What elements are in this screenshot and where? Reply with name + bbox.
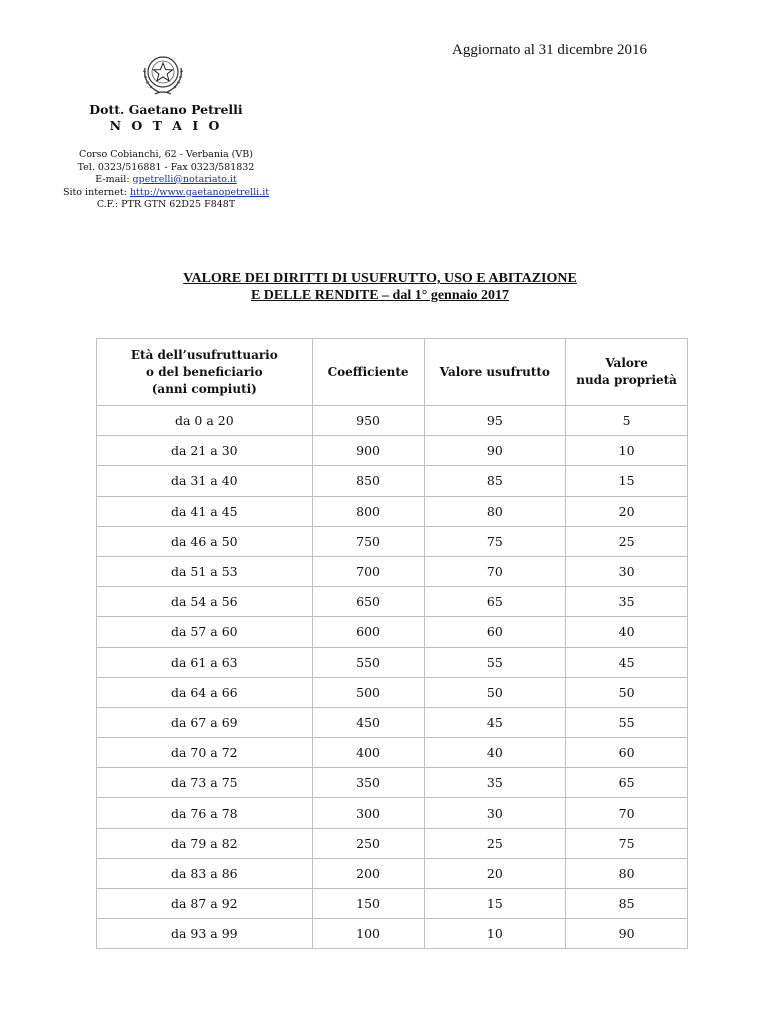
table-row — [97, 858, 688, 888]
bare-ownership-value-cell: 5 — [566, 406, 688, 436]
usufruct-value-cell: 10 — [424, 919, 566, 949]
phone: Tel. 0323/516881 - Fax 0323/581832 — [77, 161, 255, 173]
usufruct-value-cell: 50 — [424, 677, 566, 707]
usufruct-value-cell: 30 — [424, 798, 566, 828]
bare-ownership-value-cell: 65 — [566, 768, 688, 798]
coefficients-table — [96, 338, 688, 949]
table-row — [97, 617, 688, 647]
table-header-row — [97, 339, 688, 406]
age-range-cell: da 41 a 45 — [97, 496, 313, 526]
table-row — [97, 768, 688, 798]
bare-ownership-value-cell: 50 — [566, 677, 688, 707]
notary-block — [60, 102, 272, 134]
age-range-cell: da 79 a 82 — [97, 828, 313, 858]
coefficient-cell: 400 — [312, 738, 424, 768]
website-link[interactable]: http://www.gaetanopetrelli.it — [129, 186, 270, 198]
table-body — [97, 406, 688, 949]
age-range-cell: da 64 a 66 — [97, 677, 313, 707]
coefficient-cell: 150 — [312, 889, 424, 919]
age-range-cell: da 93 a 99 — [97, 919, 313, 949]
age-range-cell: da 76 a 78 — [97, 798, 313, 828]
age-range-cell: da 70 a 72 — [97, 738, 313, 768]
age-range-cell: da 83 a 86 — [97, 858, 313, 888]
usufruct-value-cell: 55 — [424, 647, 566, 677]
bare-ownership-value-cell: 90 — [566, 919, 688, 949]
bare-ownership-value-cell: 75 — [566, 828, 688, 858]
email-link[interactable]: gpetrelli@notariato.it — [132, 174, 237, 185]
coefficient-cell: 950 — [312, 406, 424, 436]
italian-republic-emblem-icon — [137, 50, 189, 98]
bare-ownership-value-cell: 35 — [566, 587, 688, 617]
usufruct-value-cell: 25 — [424, 828, 566, 858]
bare-ownership-value-cell: 80 — [566, 858, 688, 888]
usufruct-value-cell: 15 — [424, 889, 566, 919]
bare-ownership-value-cell: 15 — [566, 466, 688, 496]
coefficient-cell: 700 — [312, 556, 424, 586]
coefficient-cell: 900 — [312, 436, 424, 466]
contact-block — [40, 149, 292, 212]
coefficient-cell: 100 — [312, 919, 424, 949]
address: Corso Cobianchi, 62 - Verbania (VB) — [79, 149, 253, 160]
coefficient-cell: 850 — [312, 466, 424, 496]
coefficient-cell: 750 — [312, 526, 424, 556]
usufruct-value-cell: 65 — [424, 587, 566, 617]
coefficient-cell: 250 — [312, 828, 424, 858]
table-row — [97, 526, 688, 556]
usufruct-value-cell: 80 — [424, 496, 566, 526]
document-title — [100, 270, 660, 304]
notary-name: Dott. Gaetano Petrelli — [89, 102, 243, 117]
updated-date: Aggiornato al 31 dicembre 2016 — [452, 42, 647, 58]
bare-ownership-value-cell: 25 — [566, 526, 688, 556]
bare-ownership-value-cell: 20 — [566, 496, 688, 526]
age-range-cell: da 54 a 56 — [97, 587, 313, 617]
table-row — [97, 677, 688, 707]
table-row — [97, 406, 688, 436]
bare-ownership-value-cell: 85 — [566, 889, 688, 919]
table-row — [97, 889, 688, 919]
email-line — [40, 174, 292, 187]
tax-code: C.F.: PTR GTN 62D25 F848T — [96, 199, 236, 210]
bare-ownership-value-cell: 30 — [566, 556, 688, 586]
bare-ownership-value-cell: 40 — [566, 617, 688, 647]
notary-title: N O T A I O — [109, 118, 223, 133]
age-range-cell: da 31 a 40 — [97, 466, 313, 496]
bare-ownership-value-cell: 55 — [566, 707, 688, 737]
header-coefficient: Coefficiente — [312, 339, 424, 406]
table-row — [97, 647, 688, 677]
website-line — [40, 187, 292, 200]
coefficient-cell: 600 — [312, 617, 424, 647]
coefficient-cell: 200 — [312, 858, 424, 888]
document-title-line2: E DELLE RENDITE – dal 1° gennaio 2017 — [250, 288, 510, 303]
age-range-cell: da 0 a 20 — [97, 406, 313, 436]
table-row — [97, 496, 688, 526]
bare-ownership-value-cell: 45 — [566, 647, 688, 677]
coefficient-cell: 800 — [312, 496, 424, 526]
header-bare-ownership: Valore nuda proprietà — [566, 339, 688, 406]
age-range-cell: da 21 a 30 — [97, 436, 313, 466]
age-range-cell: da 67 a 69 — [97, 707, 313, 737]
table-row — [97, 587, 688, 617]
age-range-cell: da 87 a 92 — [97, 889, 313, 919]
coefficient-cell: 650 — [312, 587, 424, 617]
header-age: Età dell’usufruttuario o del beneficiario (anni compiuti) — [97, 339, 313, 406]
coefficient-cell: 300 — [312, 798, 424, 828]
usufruct-value-cell: 20 — [424, 858, 566, 888]
usufruct-value-cell: 75 — [424, 526, 566, 556]
table-row — [97, 466, 688, 496]
usufruct-value-cell: 35 — [424, 768, 566, 798]
table-row — [97, 738, 688, 768]
header-usufruct: Valore usufrutto — [424, 339, 566, 406]
usufruct-value-cell: 95 — [424, 406, 566, 436]
table-row — [97, 707, 688, 737]
usufruct-value-cell: 70 — [424, 556, 566, 586]
age-range-cell: da 61 a 63 — [97, 647, 313, 677]
coefficient-cell: 450 — [312, 707, 424, 737]
table-row — [97, 798, 688, 828]
usufruct-value-cell: 60 — [424, 617, 566, 647]
bare-ownership-value-cell: 10 — [566, 436, 688, 466]
age-range-cell: da 46 a 50 — [97, 526, 313, 556]
usufruct-value-cell: 40 — [424, 738, 566, 768]
bare-ownership-value-cell: 70 — [566, 798, 688, 828]
table-row — [97, 556, 688, 586]
age-range-cell: da 51 a 53 — [97, 556, 313, 586]
usufruct-value-cell: 45 — [424, 707, 566, 737]
age-range-cell: da 57 a 60 — [97, 617, 313, 647]
usufruct-value-cell: 85 — [424, 466, 566, 496]
coefficient-cell: 550 — [312, 647, 424, 677]
coefficient-cell: 500 — [312, 677, 424, 707]
age-range-cell: da 73 a 75 — [97, 768, 313, 798]
table-row — [97, 919, 688, 949]
usufruct-value-cell: 90 — [424, 436, 566, 466]
email-label: E-mail: — [95, 174, 133, 185]
table-row — [97, 828, 688, 858]
coefficient-cell: 350 — [312, 768, 424, 798]
table-row — [97, 436, 688, 466]
document-title-line1: VALORE DEI DIRITTI DI USUFRUTTO, USO E ABITAZIONE — [183, 271, 577, 286]
bare-ownership-value-cell: 60 — [566, 738, 688, 768]
website-label: Sito internet: — [62, 186, 130, 198]
